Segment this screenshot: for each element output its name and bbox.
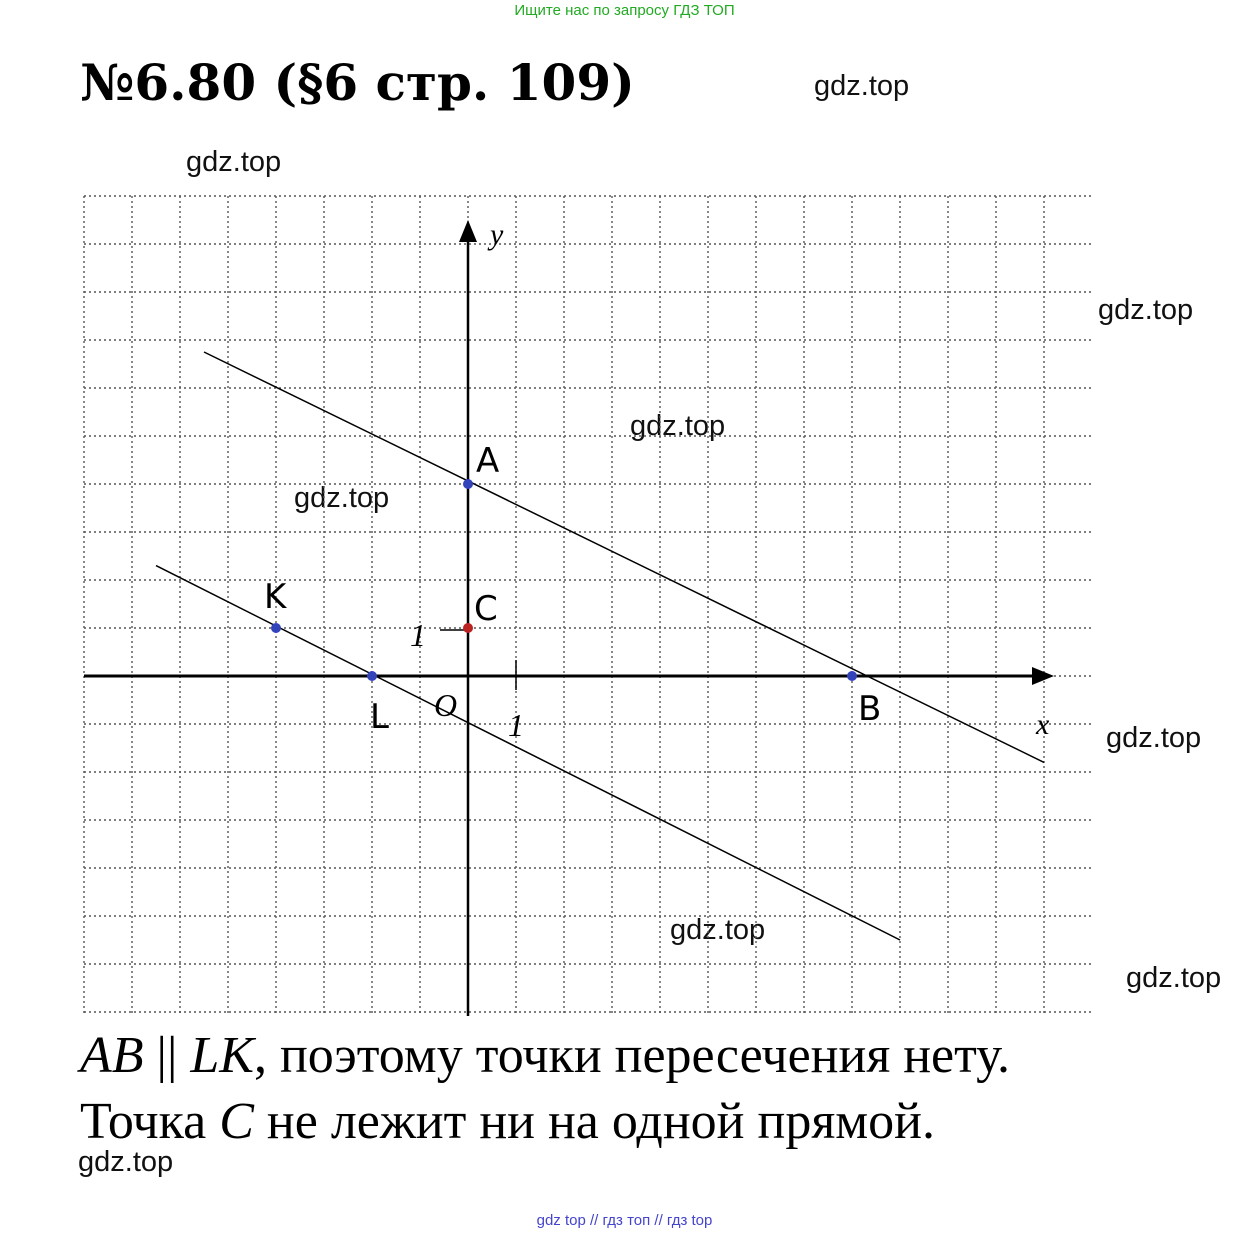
statement-line-1	[80, 1027, 1010, 1084]
point-c	[463, 623, 473, 633]
statement-suffix: не лежит ни на одной прямой.	[253, 1093, 935, 1150]
top-banner[interactable]: Ищите нас по запросу ГДЗ ТОП	[514, 2, 735, 19]
parallel-sign: ||	[156, 1027, 178, 1084]
y-axis-label: y	[490, 218, 504, 251]
statement-prefix: Точка	[80, 1093, 220, 1150]
watermark: gdz.top	[814, 70, 910, 102]
watermark: gdz.top	[294, 482, 390, 514]
point-l	[367, 671, 377, 681]
watermark: gdz.top	[1098, 294, 1194, 326]
segment-ab: AB	[80, 1027, 144, 1084]
watermark: gdz.top	[186, 146, 282, 178]
origin-label: O	[434, 687, 458, 723]
x-axis-arrow-icon	[1032, 667, 1054, 685]
problem-title: №6.80 (§6 стр. 109)	[80, 53, 635, 112]
point-label-c: C	[474, 589, 498, 629]
line-ab	[204, 352, 1044, 762]
x-axis-label: x	[1036, 708, 1050, 741]
point-a	[463, 479, 473, 489]
watermark: gdz.top	[670, 914, 766, 946]
point-k	[271, 623, 281, 633]
y-axis-arrow-icon	[459, 220, 477, 242]
point-b	[847, 671, 857, 681]
point-c-ref: C	[219, 1093, 254, 1150]
line-lk	[156, 566, 900, 940]
point-label-a: A	[476, 441, 500, 481]
statement-line-2	[80, 1093, 935, 1150]
point-label-k: K	[264, 577, 287, 617]
unit-y-label: 1	[410, 617, 426, 653]
watermark: gdz.top	[78, 1146, 174, 1178]
footer-links[interactable]: gdz top // гдз топ // гдз top	[536, 1212, 713, 1229]
statement-conclusion: , поэтому точки пересечения нету.	[253, 1027, 1010, 1084]
point-label-l: L	[370, 697, 389, 737]
unit-x-label: 1	[508, 707, 524, 743]
point-label-b: B	[858, 689, 882, 729]
watermark: gdz.top	[630, 410, 726, 442]
segment-lk: LK	[190, 1027, 254, 1084]
watermark: gdz.top	[1126, 962, 1222, 994]
points-group	[264, 441, 881, 737]
lines-group	[156, 352, 1044, 940]
watermark: gdz.top	[1106, 722, 1202, 754]
